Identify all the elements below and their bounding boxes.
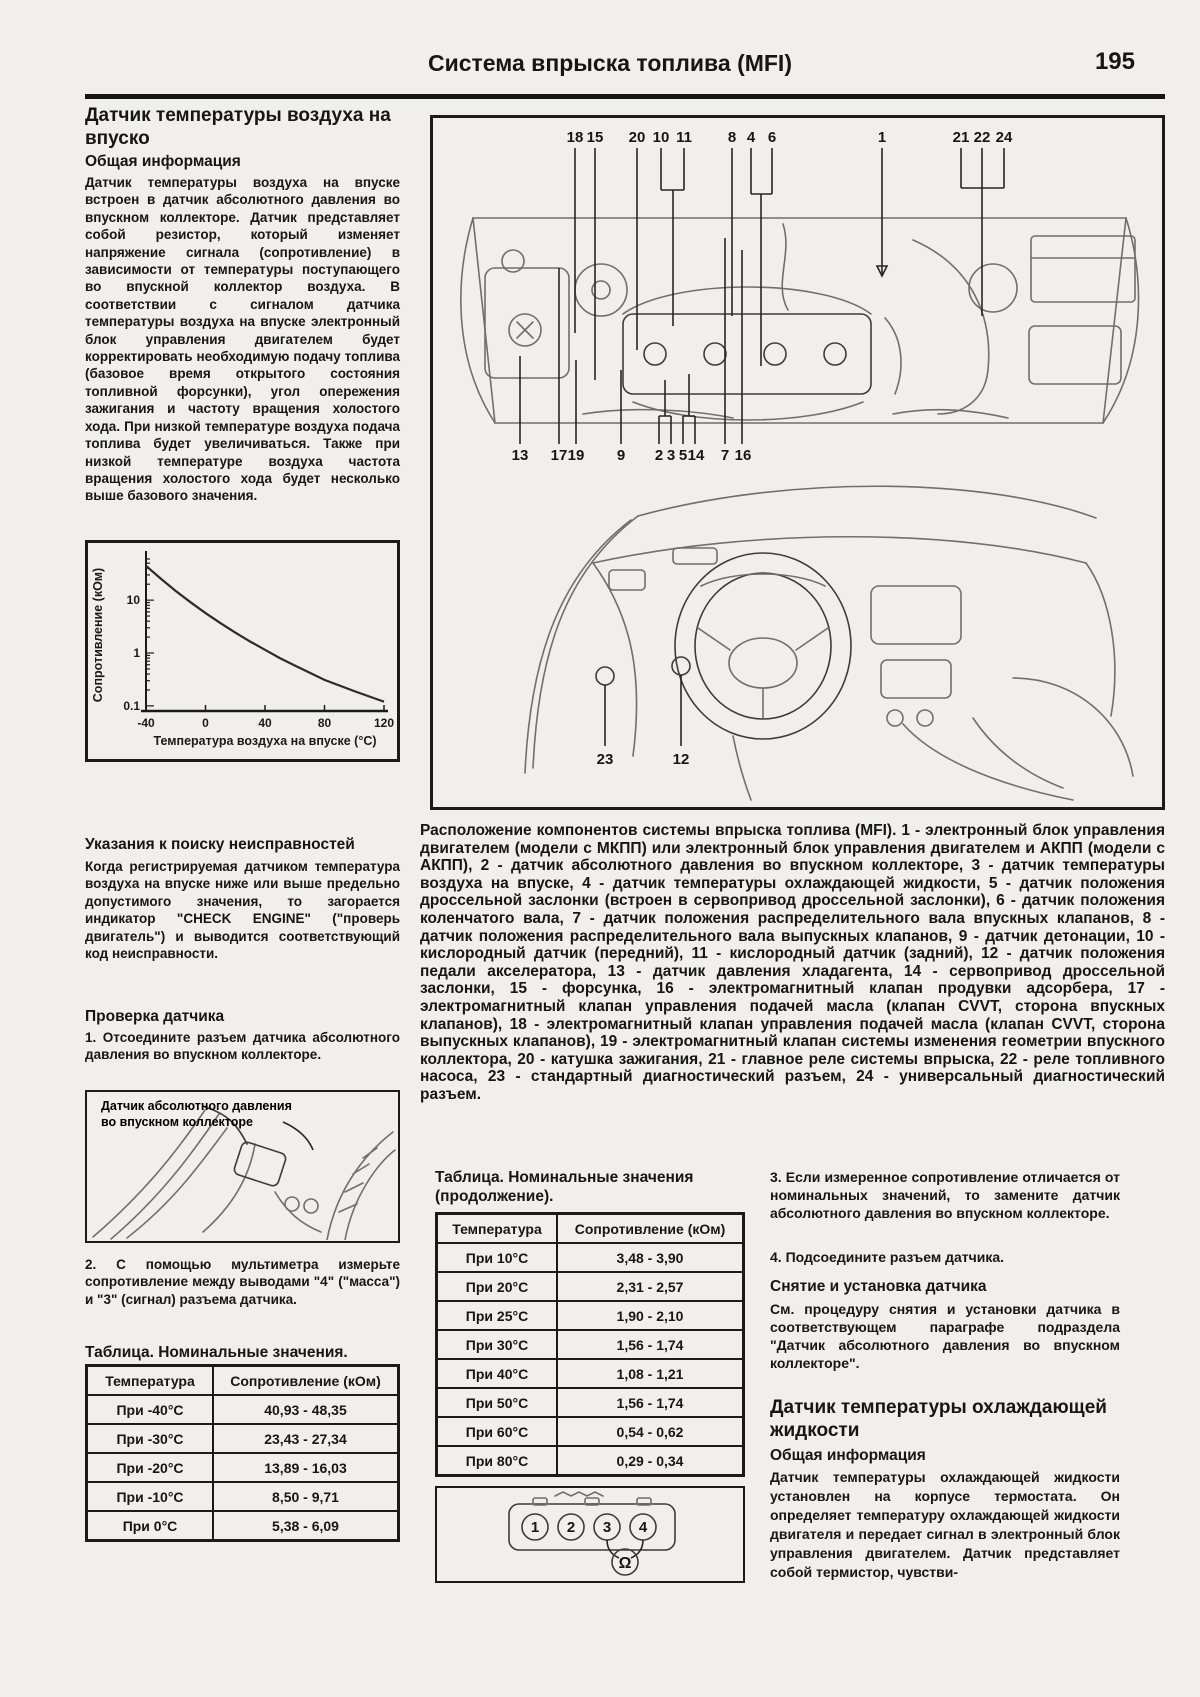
- page-number: 195: [1094, 48, 1135, 75]
- callout-24: 24: [995, 129, 1013, 146]
- cell-res: 23,43 - 27,34: [213, 1424, 399, 1453]
- table-header-row: [87, 1366, 399, 1396]
- subsection-removal-install: Снятие и установка датчика: [770, 1278, 987, 1295]
- section-title-air-temp-sensor: Датчик температуры воздуха на впуско: [85, 105, 391, 149]
- middle-table-title-line2: (продолжение).: [435, 1188, 554, 1205]
- check-step-3: 3. Если измеренное сопротивление отличается от номинальных значений, то замените датчик абсолютного давления во впускном коллекторе.: [770, 1169, 1120, 1221]
- pin-4: 4: [638, 1519, 648, 1536]
- connector-diagram-frame: [435, 1486, 745, 1583]
- svg-text:Температура воздуха на впуске: Температура воздуха на впуске (°C): [153, 734, 377, 748]
- callout-12: 12: [672, 751, 690, 768]
- cell-temp: При 20°C: [437, 1272, 558, 1301]
- cell-res: 8,50 - 9,71: [213, 1482, 399, 1511]
- table-row: [87, 1424, 399, 1453]
- callout-18: 18: [566, 129, 584, 146]
- mfi-components-figure-frame: [430, 115, 1165, 810]
- check-step-2: 2. С помощью мультиметра измерьте сопротивление между выводами "4" ("масса") и "3" (сигнал) разъема датчика.: [85, 1257, 400, 1307]
- table-row: [437, 1359, 744, 1388]
- callout-10: 10: [652, 129, 670, 146]
- cell-res: 2,31 - 2,57: [557, 1272, 744, 1301]
- general-info-paragraph: Датчик температуры воздуха на впуске встроен в датчик абсолютного давления во впускном коллекторе. Датчик представляет собой резистор, который изменяет напряжение сигнала (сопротивление) в зависимости от температуры поступающего во впускной коллектор воздуха. В соответствии с сигналом датчика температуры воздуха на впуске электронный блок управления двигателем будет корректировать необходимую подачу топлива (базовое время открытого состояния топливной форсунки), угол опережения зажигания и частоту вращения холостого хода. При низкой температуре воздуха подача топлива будет увеличиваться. Также при низкой температуре воздуха частота вращения холостого хода будет несколько выше базового значения.: [85, 175, 400, 504]
- svg-text:Сопротивление (кОм): Сопротивление (кОм): [91, 567, 105, 703]
- callout-6: 6: [767, 129, 777, 146]
- svg-text:10: 10: [126, 593, 140, 608]
- photo-label-line-2: во впускном коллекторе: [101, 1115, 253, 1129]
- nominal-values-table-wrap: [85, 1364, 400, 1542]
- subsection-troubleshooting: Указания к поиску неисправностей: [85, 836, 355, 853]
- cell-temp: При 40°C: [437, 1359, 558, 1388]
- cell-res: 1,56 - 1,74: [557, 1330, 744, 1359]
- ohmmeter-symbol: Ω: [618, 1555, 632, 1572]
- table-row: [437, 1417, 744, 1446]
- section-title-coolant-temp-sensor: Датчик температуры охлаждающей жидкости: [770, 1397, 1107, 1441]
- callout-17: 17: [550, 447, 568, 464]
- pin-3: 3: [602, 1519, 612, 1536]
- callout-8: 8: [727, 129, 737, 146]
- table-row: [437, 1243, 744, 1272]
- pin-1: 1: [530, 1519, 540, 1536]
- cell-temp: При 25°C: [437, 1301, 558, 1330]
- col-header-temperature: Температура: [87, 1366, 214, 1396]
- pin-2: 2: [566, 1519, 576, 1536]
- check-step-1: 1. Отсоедините разъем датчика абсолютного давления во впускном коллекторе.: [85, 1030, 400, 1063]
- svg-text:1: 1: [133, 646, 140, 661]
- left-table-title: Таблица. Номинальные значения.: [85, 1344, 348, 1361]
- col-header-resistance: Сопротивление (кОм): [557, 1214, 744, 1244]
- svg-text:80: 80: [317, 716, 332, 730]
- table-row: [437, 1301, 744, 1330]
- callout-5: 5: [678, 447, 688, 464]
- callout-2: 2: [654, 447, 664, 464]
- table-row: [437, 1446, 744, 1476]
- table-row: [87, 1511, 399, 1541]
- check-step-4: 4. Подсоедините разъем датчика.: [770, 1249, 1005, 1265]
- callout-21: 21: [952, 129, 970, 146]
- cell-temp: При 50°C: [437, 1388, 558, 1417]
- callout-20: 20: [628, 129, 646, 146]
- subsection-sensor-check: Проверка датчика: [85, 1008, 225, 1025]
- middle-table-title: [435, 1168, 745, 1206]
- cell-temp: При 0°C: [87, 1511, 214, 1541]
- removal-install-paragraph: См. процедуру снятия и установки датчика в соответствующем параграфе подраздела "Датчик абсолютного давления во впускном коллекторе".: [770, 1301, 1120, 1371]
- coolant-info-paragraph: Датчик температуры охлаждающей жидкости установлен на корпусе термостата. Он определяет температуру охлаждающей жидкости двигателя и передает сигнал в электронный блок управления двигателем. Датчик представляет собой термистор, чувстви-: [770, 1469, 1120, 1580]
- cell-temp: При 60°C: [437, 1417, 558, 1446]
- callout-15: 15: [586, 129, 604, 146]
- callout-14: 14: [687, 447, 705, 464]
- callout-13: 13: [511, 447, 529, 464]
- cell-temp: При -20°C: [87, 1453, 214, 1482]
- table-row: [437, 1272, 744, 1301]
- cell-res: 1,90 - 2,10: [557, 1301, 744, 1330]
- col-header-temperature: Температура: [437, 1214, 558, 1244]
- cell-temp: При -10°C: [87, 1482, 214, 1511]
- callout-22: 22: [973, 129, 991, 146]
- cell-res: 40,93 - 48,35: [213, 1395, 399, 1424]
- page-title: Система впрыска топлива (MFI): [428, 50, 792, 76]
- table-row: [87, 1453, 399, 1482]
- callout-1: 1: [877, 129, 887, 146]
- col-header-resistance: Сопротивление (кОм): [213, 1366, 399, 1396]
- connector-ohmmeter-diagram: [437, 1488, 742, 1580]
- cell-res: 0,29 - 0,34: [557, 1446, 744, 1476]
- figure-caption: Расположение компонентов системы впрыска топлива (MFI). 1 - электронный блок управления двигателем (модели с МКПП) или электронный блок управления двигателем и АКПП (модели с АКПП), 2 - датчик абсолютного давления во впускном коллекторе, 3 - датчик температуры воздуха на впуске, 4 - датчик температуры охлаждающей жидкости, 5 - датчик положения дроссельной заслонки (встроен в сервопривод дроссельной заслонки), 6 - датчик положения коленчатого вала, 7 - датчик положения распределительного вала впускных клапанов, 8 - датчик положения распределительного вала выпускных клапанов, 9 - датчик детонации, 10 - кислородный датчик (передний), 11 - кислородный датчик (задний), 12 - датчик положения педали акселератора, 13 - датчик давления хладагента, 14 - сервопривод дроссельной заслонки, 15 - форсунка, 16 - электромагнитный клапан продувки адсорбера, 17 - электромагнитный клапан управления подачей масла (клапан CVVT, сторона впускных клапанов), 18 - электромагнитный клапан управления подачей масла (клапан CVVT, сторона выпускных клапанов), 19 - электромагнитный клапан системы изменения геометрии впускного коллектора, 20 - катушка зажигания, 21 - главное реле системы впрыска, 22 - реле топливного насоса, 23 - стандартный диагностический разъем, 24 - универсальный диагностический разъем.: [420, 822, 1165, 1103]
- header-rule: [85, 94, 1165, 99]
- table-row: [87, 1482, 399, 1511]
- svg-text:0.1: 0.1: [123, 698, 140, 713]
- table-header-row: [437, 1214, 744, 1244]
- cell-res: 1,08 - 1,21: [557, 1359, 744, 1388]
- callout-19: 19: [567, 447, 585, 464]
- subsection-coolant-general-info: Общая информация: [770, 1447, 926, 1464]
- middle-table-title-line1: Таблица. Номинальные значения: [435, 1169, 694, 1186]
- map-sensor-photo: [87, 1092, 397, 1240]
- table-row: [87, 1395, 399, 1424]
- cell-res: 1,56 - 1,74: [557, 1388, 744, 1417]
- map-sensor-photo-frame: [85, 1090, 400, 1243]
- callout-9: 9: [616, 447, 626, 464]
- resistance-chart-frame: [85, 540, 400, 762]
- callout-3: 3: [666, 447, 676, 464]
- nominal-values-cont-table-wrap: [435, 1212, 745, 1477]
- troubleshooting-paragraph: Когда регистрируемая датчиком температура воздуха на впуске ниже или выше предельно допустимого значения, то загорается индикатор "CHECK ENGINE" ("проверь двигатель") и выводится соответствующий код неисправности.: [85, 859, 400, 962]
- callout-11: 11: [676, 129, 692, 146]
- table-row: [437, 1388, 744, 1417]
- mfi-components-figure: [433, 118, 1162, 807]
- callout-23: 23: [596, 751, 614, 768]
- cell-temp: При 10°C: [437, 1243, 558, 1272]
- svg-text:40: 40: [258, 716, 272, 730]
- nominal-values-table: [85, 1364, 400, 1542]
- cell-res: 3,48 - 3,90: [557, 1243, 744, 1272]
- cell-res: 13,89 - 16,03: [213, 1453, 399, 1482]
- subsection-general-info: Общая информация: [85, 153, 241, 170]
- cell-res: 5,38 - 6,09: [213, 1511, 399, 1541]
- resistance-temperature-chart: [88, 543, 397, 759]
- svg-text:120: 120: [373, 716, 395, 730]
- callout-4: 4: [746, 129, 756, 146]
- cell-temp: При -40°C: [87, 1395, 214, 1424]
- cell-temp: При 80°C: [437, 1446, 558, 1476]
- callout-16: 16: [734, 447, 752, 464]
- table-row: [437, 1330, 744, 1359]
- svg-text:-40: -40: [137, 716, 155, 730]
- cell-temp: При -30°C: [87, 1424, 214, 1453]
- svg-text:0: 0: [202, 716, 209, 730]
- photo-label-line-1: Датчик абсолютного давления: [101, 1099, 292, 1113]
- cell-temp: При 30°C: [437, 1330, 558, 1359]
- cell-res: 0,54 - 0,62: [557, 1417, 744, 1446]
- nominal-values-cont-table: [435, 1212, 745, 1477]
- callout-7: 7: [720, 447, 730, 464]
